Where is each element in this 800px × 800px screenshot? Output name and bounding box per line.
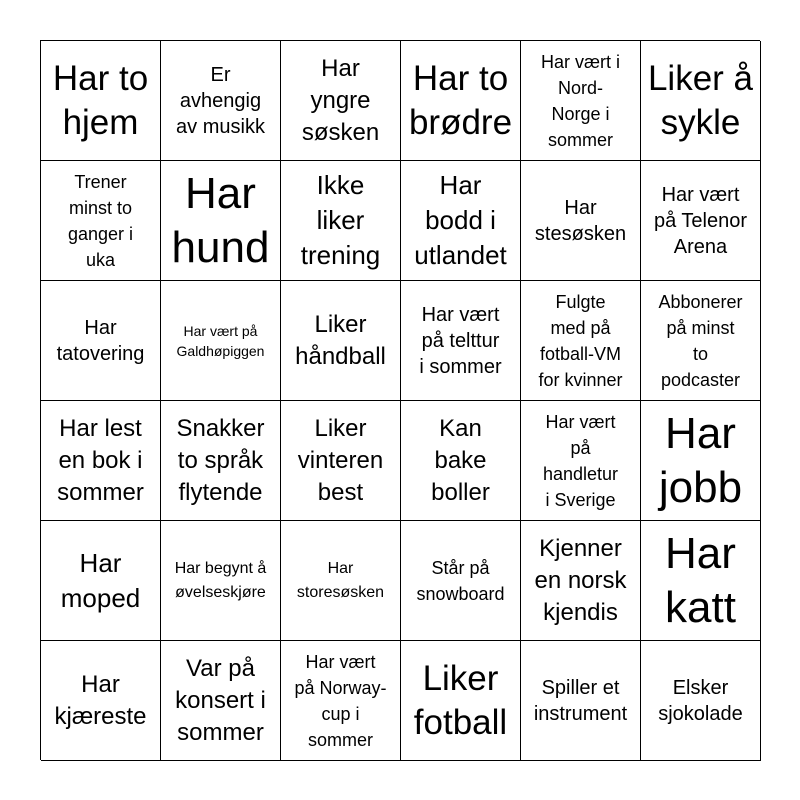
cell-label: Har to hjem <box>52 58 149 142</box>
bingo-cell-r1c1[interactable] <box>41 41 161 161</box>
bingo-cell-r1c5[interactable] <box>521 41 641 161</box>
bingo-cell-r4c4[interactable] <box>401 401 521 521</box>
cell-label: Har yngre søsken <box>301 54 380 146</box>
cell-label: Abbonerer på minst to podcaster <box>658 291 743 390</box>
bingo-cell-r6c2[interactable] <box>161 641 281 761</box>
cell-label: Har begynt å øvelseskjøre <box>174 559 267 601</box>
cell-label: Har vært på Galdhøpiggen <box>176 322 265 359</box>
bingo-cell-r5c2[interactable] <box>161 521 281 641</box>
cell-label: Kan bake boller <box>431 414 490 506</box>
cell-label: Har kjæreste <box>54 670 147 730</box>
bingo-cell-r6c1[interactable] <box>41 641 161 761</box>
bingo-cell-r5c1[interactable] <box>41 521 161 641</box>
bingo-cell-r1c4[interactable] <box>401 41 521 161</box>
cell-label: Har katt <box>665 528 736 632</box>
bingo-cell-r4c1[interactable] <box>41 401 161 521</box>
cell-label: Kjenner en norsk kjendis <box>534 534 627 626</box>
bingo-cell-r4c5[interactable] <box>521 401 641 521</box>
bingo-cell-r2c3[interactable] <box>281 161 401 281</box>
cell-label: Elsker sjokolade <box>658 676 743 725</box>
bingo-cell-r2c5[interactable] <box>521 161 641 281</box>
cell-label: Liker å sykle <box>647 58 754 142</box>
bingo-cell-r1c2[interactable] <box>161 41 281 161</box>
cell-label: Har moped <box>60 547 141 613</box>
cell-label: Har tatovering <box>56 316 145 365</box>
cell-label: Har vært på Norway- cup i sommer <box>294 651 387 750</box>
bingo-cell-r2c6[interactable] <box>641 161 761 281</box>
bingo-cell-r4c2[interactable] <box>161 401 281 521</box>
bingo-cell-r5c3[interactable] <box>281 521 401 641</box>
cell-label: Er avhengig av musikk <box>176 63 265 138</box>
cell-label: Var på konsert i sommer <box>175 654 266 746</box>
bingo-cell-r2c1[interactable] <box>41 161 161 281</box>
cell-label: Har bodd i utlandet <box>414 170 507 270</box>
cell-label: Står på snowboard <box>416 557 505 604</box>
bingo-cell-r1c3[interactable] <box>281 41 401 161</box>
bingo-board <box>40 40 760 760</box>
bingo-cell-r3c1[interactable] <box>41 281 161 401</box>
cell-label: Har vært på telttur i sommer <box>419 303 502 378</box>
cell-label: Spiller et instrument <box>533 676 628 725</box>
bingo-cell-r3c5[interactable] <box>521 281 641 401</box>
bingo-cell-r2c2[interactable] <box>161 161 281 281</box>
bingo-cell-r2c4[interactable] <box>401 161 521 281</box>
cell-label: Trener minst to ganger i uka <box>67 171 134 270</box>
bingo-cell-r6c4[interactable] <box>401 641 521 761</box>
cell-label: Snakker to språk flytende <box>176 414 265 506</box>
bingo-cell-r5c6[interactable] <box>641 521 761 641</box>
cell-label: Har jobb <box>658 408 743 512</box>
bingo-cell-r4c3[interactable] <box>281 401 401 521</box>
bingo-cell-r3c3[interactable] <box>281 281 401 401</box>
cell-label: Liker fotball <box>413 658 508 742</box>
cell-label: Har lest en bok i sommer <box>57 414 144 506</box>
cell-label: Har storesøsken <box>296 559 385 601</box>
cell-label: Ikke liker trening <box>300 170 381 270</box>
bingo-cell-r6c3[interactable] <box>281 641 401 761</box>
bingo-cell-r4c6[interactable] <box>641 401 761 521</box>
bingo-cell-r1c6[interactable] <box>641 41 761 161</box>
cell-label: Har vært i Nord- Norge i sommer <box>540 51 620 150</box>
cell-label: Liker vinteren best <box>297 414 384 506</box>
bingo-cell-r3c4[interactable] <box>401 281 521 401</box>
bingo-cell-r6c5[interactable] <box>521 641 641 761</box>
cell-label: Har vært på Telenor Arena <box>653 183 748 258</box>
cell-label: Har stesøsken <box>534 196 627 245</box>
bingo-cell-r3c6[interactable] <box>641 281 761 401</box>
cell-label: Har hund <box>171 168 270 272</box>
bingo-cell-r5c5[interactable] <box>521 521 641 641</box>
cell-label: Liker håndball <box>295 310 386 370</box>
cell-label: Har to brødre <box>408 58 513 142</box>
bingo-cell-r5c4[interactable] <box>401 521 521 641</box>
bingo-cell-r3c2[interactable] <box>161 281 281 401</box>
cell-label: Fulgte med på fotball-VM for kvinner <box>538 291 623 390</box>
bingo-cell-r6c6[interactable] <box>641 641 761 761</box>
cell-label: Har vært på handletur i Sverige <box>542 411 619 510</box>
